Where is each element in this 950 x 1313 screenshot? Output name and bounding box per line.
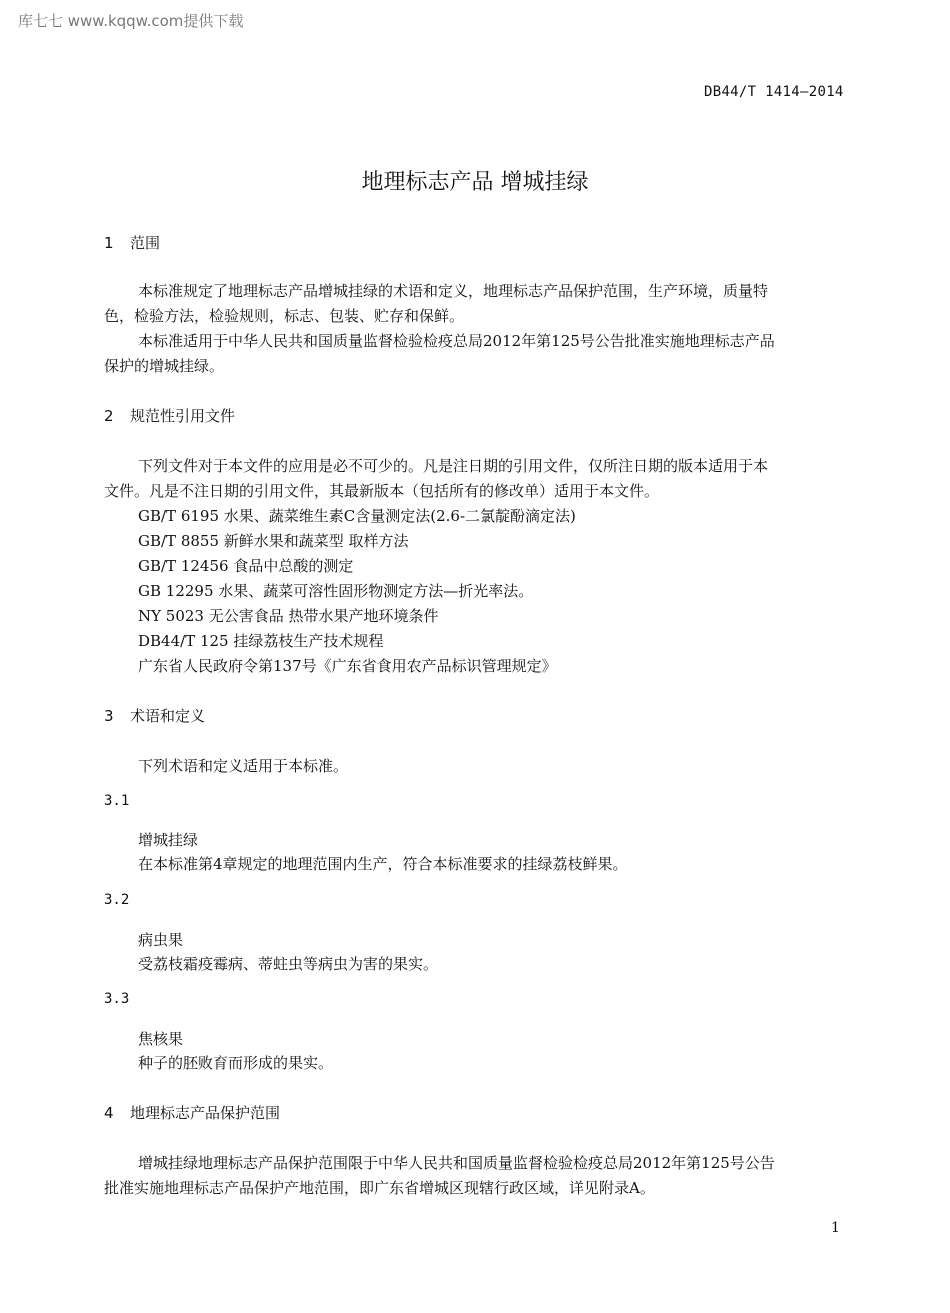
section-2-heading xyxy=(104,405,235,426)
paragraph-line: 保护的增城挂绿。 xyxy=(104,357,225,375)
term-name: 增城挂绿 xyxy=(138,831,199,849)
section-title: 规范性引用文件 xyxy=(130,407,236,425)
section-number: 4 xyxy=(104,1104,114,1122)
reference-item: DB44/T 125 挂绿荔枝生产技术规程 xyxy=(138,632,384,650)
section-title: 范围 xyxy=(130,234,161,252)
term-number: 3.3 xyxy=(104,991,130,1007)
section-3-heading xyxy=(104,705,205,726)
reference-item: GB/T 8855 新鲜水果和蔬菜型 取样方法 xyxy=(138,532,409,550)
paragraph-line: 批准实施地理标志产品保护产地范围，即广东省增城区现辖行政区域，详见附录A。 xyxy=(104,1179,655,1197)
page-number: 1 xyxy=(831,1220,840,1236)
section-4-heading xyxy=(104,1102,280,1123)
paragraph-line: 文件。凡是不注日期的引用文件，其最新版本（包括所有的修改单）适用于本文件。 xyxy=(104,482,660,500)
paragraph-line: 增城挂绿地理标志产品保护范围限于中华人民共和国质量监督检验检疫总局2012年第125号公告 xyxy=(138,1154,775,1172)
term-definition: 在本标准第4章规定的地理范围内生产，符合本标准要求的挂绿荔枝鲜果。 xyxy=(138,855,628,873)
term-number: 3.2 xyxy=(104,892,130,908)
watermark: 库七七 www.kqqw.com提供下载 xyxy=(18,12,244,30)
term-number: 3.1 xyxy=(104,793,130,809)
reference-item: GB/T 6195 水果、蔬菜维生素C含量测定法(2.6-二氯靛酚滴定法) xyxy=(138,507,576,525)
term-name: 焦核果 xyxy=(138,1030,184,1048)
term-definition: 受荔枝霜疫霉病、蒂蛀虫等病虫为害的果实。 xyxy=(138,955,439,973)
document-title: 地理标志产品 增城挂绿 xyxy=(361,170,589,195)
paragraph-line: 本标准适用于中华人民共和国质量监督检验检疫总局2012年第125号公告批准实施地理标志产品 xyxy=(138,332,775,350)
paragraph-line: 下列文件对于本文件的应用是必不可少的。凡是注日期的引用文件，仅所注日期的版本适用于本 xyxy=(138,457,769,475)
term-definition: 种子的胚败育而形成的果实。 xyxy=(138,1054,334,1072)
paragraph-line: 本标准规定了地理标志产品增城挂绿的术语和定义，地理标志产品保护范围，生产环境，质量特 xyxy=(138,282,769,300)
section-number: 3 xyxy=(104,707,114,725)
paragraph-line: 下列术语和定义适用于本标准。 xyxy=(138,757,349,775)
section-number: 2 xyxy=(104,407,114,425)
standard-number: DB44/T 1414—2014 xyxy=(704,84,844,100)
reference-item: GB 12295 水果、蔬菜可溶性固形物测定方法—折光率法。 xyxy=(138,582,534,600)
section-title: 地理标志产品保护范围 xyxy=(130,1104,281,1122)
reference-item: 广东省人民政府令第137号《广东省食用农产品标识管理规定》 xyxy=(138,657,557,675)
section-number: 1 xyxy=(104,234,114,252)
term-name: 病虫果 xyxy=(138,931,184,949)
section-1-heading xyxy=(104,232,160,253)
reference-item: NY 5023 无公害食品 热带水果产地环境条件 xyxy=(138,607,439,625)
section-title: 术语和定义 xyxy=(130,707,206,725)
reference-item: GB/T 12456 食品中总酸的测定 xyxy=(138,557,354,575)
paragraph-line: 色，检验方法，检验规则，标志、包装、贮存和保鲜。 xyxy=(104,307,465,325)
